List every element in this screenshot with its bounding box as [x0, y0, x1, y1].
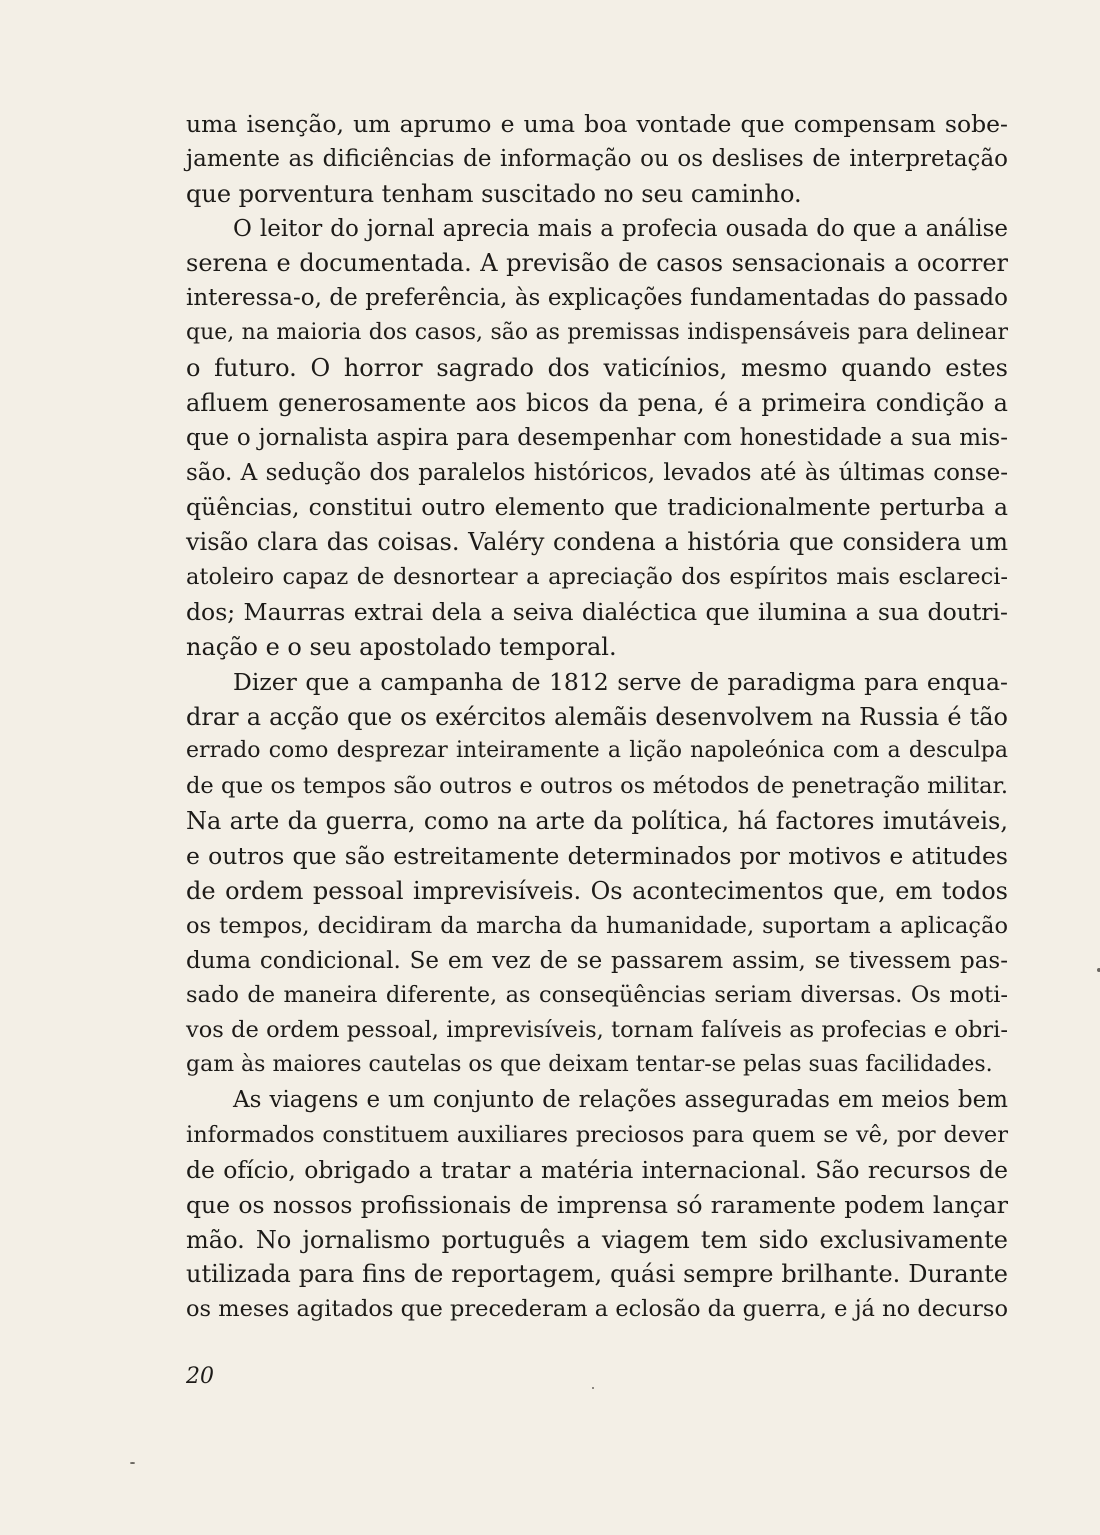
text-line: utilizada para fins de reportagem, quási sempre brilhante. Durante	[186, 1260, 1008, 1289]
text-line: informados constituem auxiliares preciosos para quem se vê, por dever	[186, 1121, 1008, 1148]
text-line: drar a acção que os exércitos alemãis desenvolvem na Russia é tão	[186, 702, 1008, 731]
text-line: de que os tempos são outros e outros os métodos de penetração militar.	[186, 773, 1008, 800]
body-text	[186, 107, 1008, 1327]
text-line: de ofício, obrigado a tratar a matéria internacional. São recursos de	[186, 1155, 1008, 1184]
text-line: errado como desprezar inteiramente a lição napoleónica com a desculpa	[186, 738, 1008, 764]
text-line: que o jornalista aspira para desempenhar com honestidade a sua mis-	[186, 424, 1008, 451]
text-line: visão clara das coisas. Valéry condena a história que considera um	[186, 528, 1008, 557]
text-line: dos; Maurras extrai dela a seiva dialéctica que ilumina a sua doutri-	[186, 598, 1008, 627]
text-line: nação e o seu apostolado temporal.	[186, 632, 617, 661]
text-line: Na arte da guerra, como na arte da política, há factores imutáveis,	[186, 807, 1008, 836]
paper-speck	[592, 1387, 594, 1389]
text-line: jamente as dificiências de informação ou os deslises de interpretação	[186, 145, 1008, 172]
text-line: mão. No jornalismo português a viagem tem sido exclusivamente	[186, 1225, 1008, 1254]
text-line: duma condicional. Se em vez de se passarem assim, se tivessem pas-	[186, 947, 1008, 974]
text-line: e outros que são estreitamente determinados por motivos e atitudes	[186, 842, 1008, 871]
text-line: que os nossos profissionais de imprensa só raramente podem lançar	[186, 1190, 1008, 1219]
text-line: os meses agitados que precederam a eclosão da guerra, e já no decurso	[186, 1296, 1008, 1323]
text-line: uma isenção, um aprumo e uma boa vontade que compensam sobe-	[186, 110, 1008, 138]
text-line: que porventura tenham suscitado no seu caminho.	[186, 179, 802, 208]
page-number: 20	[186, 1364, 214, 1389]
text-line: afluem generosamente aos bicos da pena, é a primeira condição a	[186, 388, 1008, 417]
text-line: qüências, constitui outro elemento que tradicionalmente perturba a	[186, 493, 1008, 522]
text-line: atoleiro capaz de desnortear a apreciação dos espíritos mais esclareci-	[186, 564, 1008, 591]
text-line: os tempos, decidiram da marcha da humanidade, suportam a aplicação	[186, 912, 1008, 939]
text-line: que, na maioria dos casos, são as premissas indispensáveis para delinear	[186, 320, 1008, 346]
text-line: serena e documentada. A previsão de casos sensacionais a ocorrer	[186, 249, 1008, 278]
text-line: vos de ordem pessoal, imprevisíveis, tornam falíveis as profecias e obri-	[186, 1017, 1008, 1044]
text-line: gam às maiores cautelas os que deixam tentar-se pelas suas facilidades.	[186, 1052, 993, 1078]
text-line: o futuro. O horror sagrado dos vaticínios, mesmo quando estes	[186, 354, 1008, 383]
text-line: são. A sedução dos paralelos históricos, levados até às últimas conse-	[186, 459, 1008, 486]
paragraph-first-line: As viagens e um conjunto de relações asseguradas em meios bem	[233, 1087, 1008, 1114]
paragraph-first-line: Dizer que a campanha de 1812 serve de paradigma para enqua-	[233, 667, 1008, 696]
text-line: interessa-o, de preferência, às explicações fundamentadas do passado	[186, 285, 1008, 312]
text-line: de ordem pessoal imprevisíveis. Os acontecimentos que, em todos	[186, 876, 1008, 905]
text-line: sado de maneira diferente, as conseqüências seriam diversas. Os moti-	[186, 982, 1008, 1009]
paragraph-first-line: O leitor do jornal aprecia mais a profecia ousada do que a análise	[233, 215, 1008, 242]
paper-speck	[130, 1462, 135, 1464]
